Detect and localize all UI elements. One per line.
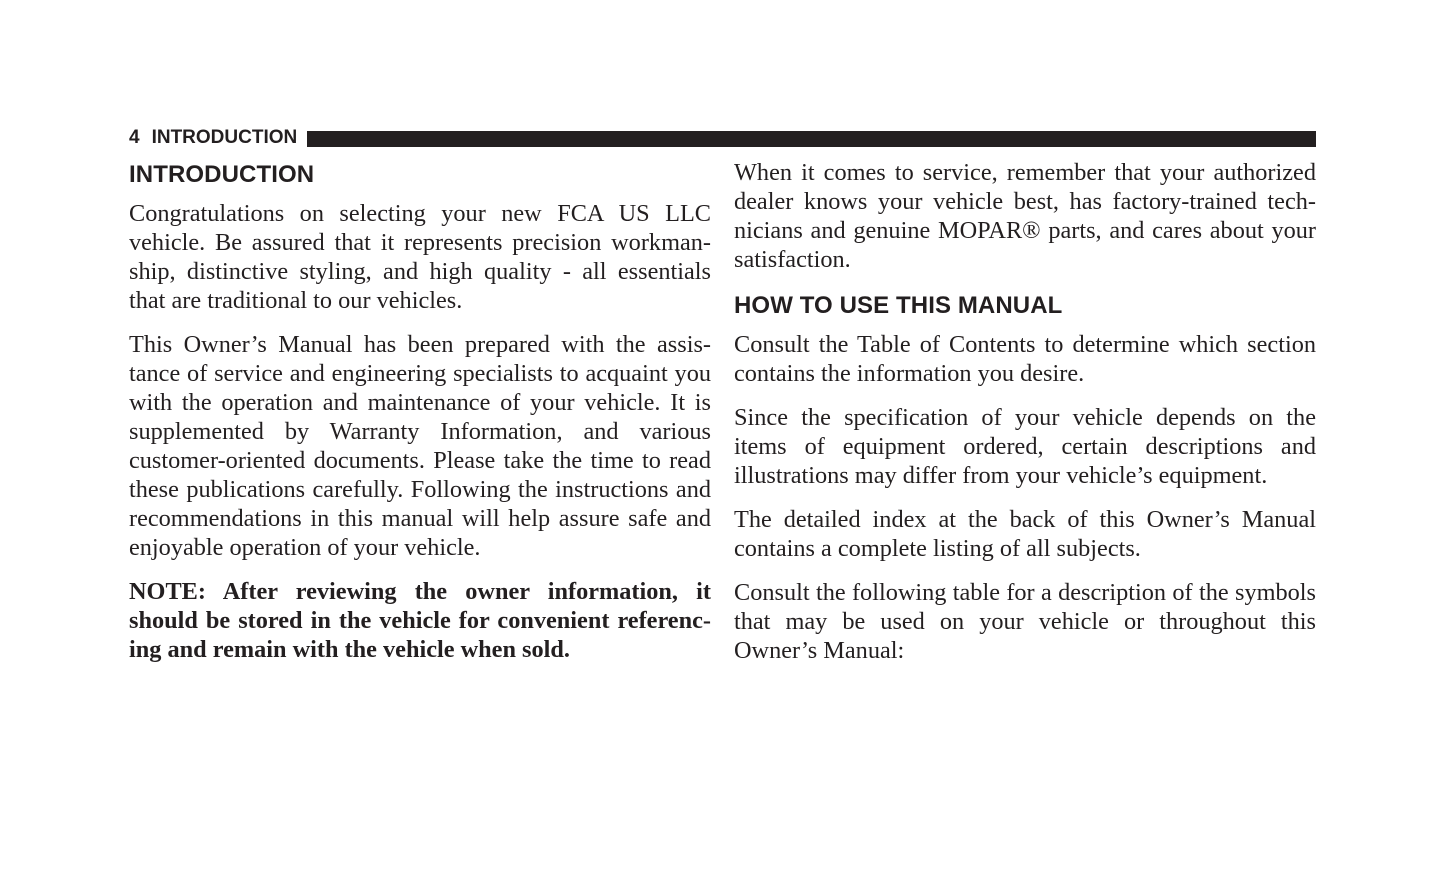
- paragraph-table-of-contents: Consult the Table of Contents to determine which section contains the information you desire.: [734, 331, 1316, 387]
- paragraph-service: When it comes to service, remember that your authorized dealer knows your vehicle best, has factory-trained technicians and genuine MOPAR® parts, and cares about your satisfaction.: [734, 159, 1316, 273]
- section-heading-how-to-use: HOW TO USE THIS MANUAL: [734, 292, 1063, 319]
- running-header-title: INTRODUCTION: [151, 127, 298, 148]
- paragraph-owners-manual: This Owner’s Manual has been prepared with the assistance of service and engineering specialists to acquaint you with the operation and maintenance of your vehicle. It is supplemented by Warranty Information, and various customer-oriented documents. Please take the time to read these publications carefully. Following the instructions and recommendations in this manual will help assure safe and enjoyable operation of your vehicle.: [129, 331, 711, 561]
- paragraph-specification: Since the specification of your vehicle depends on the items of equipment ordered, certain descriptions and illustrations may differ from your vehicle’s equipment.: [734, 404, 1316, 489]
- header-rule: [307, 131, 1316, 147]
- section-heading-introduction: INTRODUCTION: [129, 161, 315, 188]
- paragraph-congratulations: Congratulations on selecting your new FCA US LLC vehicle. Be assured that it represents precision workmanship, distinctive styling, and high quality - all essentials that are traditional to our vehicles.: [129, 200, 711, 314]
- left-column: [129, 158, 711, 679]
- paragraph-index: The detailed index at the back of this Owner’s Manual contains a complete listing of all subjects.: [734, 506, 1316, 562]
- page-number: 4: [129, 127, 140, 148]
- right-column: [734, 158, 1316, 680]
- note-paragraph: NOTE: After reviewing the owner information, it should be stored in the vehicle for convenient referencing and remain with the vehicle when sold.: [129, 578, 711, 663]
- running-header: [129, 127, 1316, 149]
- paragraph-symbols: Consult the following table for a description of the symbols that may be used on your vehicle or throughout this Owner’s Manual:: [734, 579, 1316, 664]
